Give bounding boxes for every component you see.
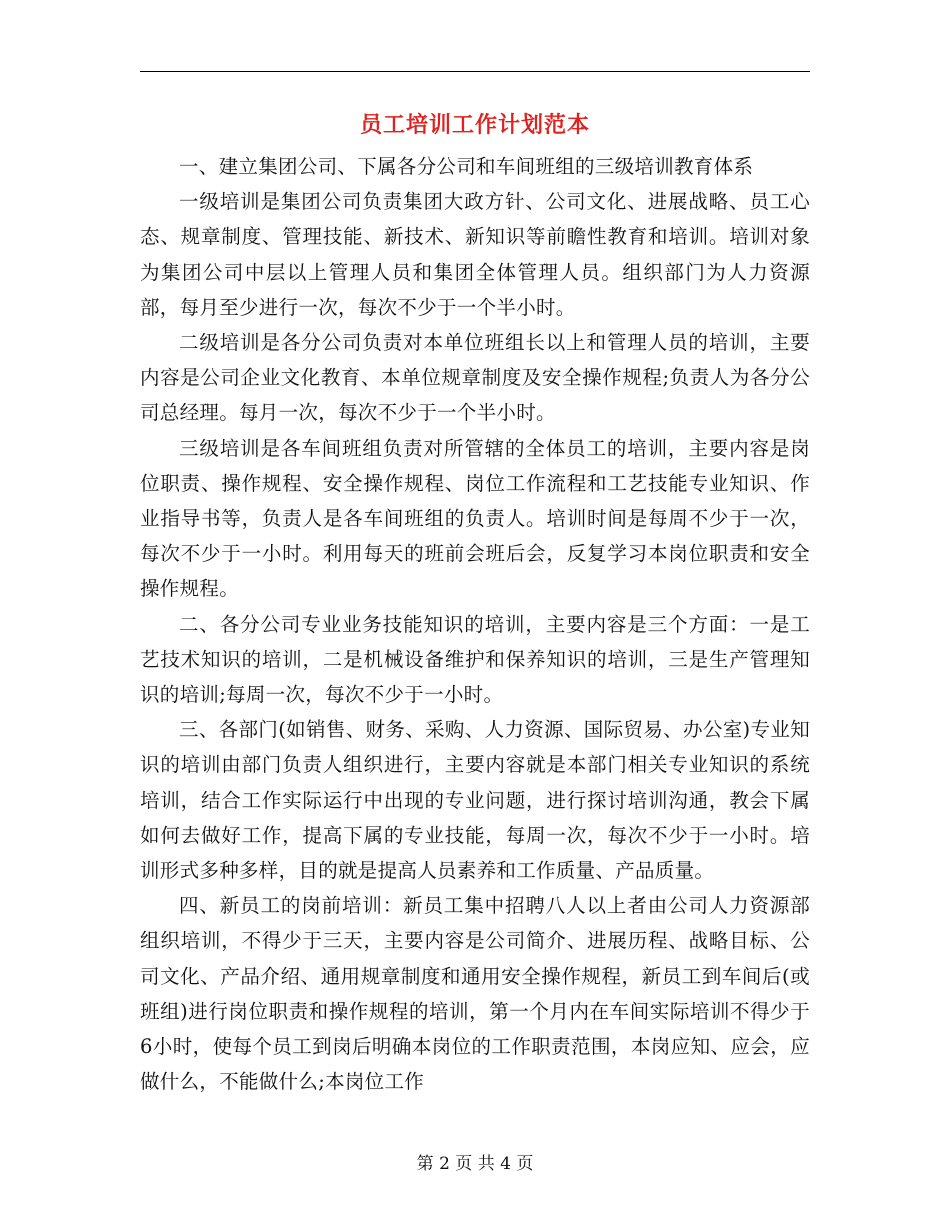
paragraph-section-3: 三、各部门(如销售、财务、采购、人力资源、国际贸易、办公室)专业知识的培训由部门负责人组织进行，主要内容就是本部门相关专业知识的系统培训，结合工作实际运行中出现的专业问题，进行探讨培训沟通，教会下属如何去做好工作，提高下属的专业技能，每周一次，每次不少于一小时。培训形式多种多样，目的就是提高人员素养和工作质量、产品质量。 — [140, 718, 810, 883]
paragraph-section-1-heading: 一、建立集团公司、下属各分公司和车间班组的三级培训教育体系 — [179, 155, 754, 178]
paragraph-section-4: 四、新员工的岗前培训：新员工集中招聘八人以上者由公司人力资源部组织培训，不得少于三天，主要内容是公司简介、进展历程、战略目标、公司文化、产品介绍、通用规章制度和通用安全操作规程，新员工到车间后(或班组)进行岗位职责和操作规程的培训，第一个月内在车间实际培训不得少于6小时，使每个员工到岗后明确本岗位的工作职责范围，本岗应知、应会，应做什么，不能做什么;本岗位工作 — [140, 894, 810, 1094]
paragraph-level-2-training: 二级培训是各分公司负责对本单位班组长以上和管理人员的培训，主要内容是公司企业文化教育、本单位规章制度及安全操作规程;负责人为各分公司总经理。每月一次，每次不少于一个半小时。 — [140, 331, 810, 425]
paragraph-level-1-training: 一级培训是集团公司负责集团大政方针、公司文化、进展战略、员工心态、规章制度、管理技能、新技术、新知识等前瞻性教育和培训。培训对象为集团公司中层以上管理人员和集团全体管理人员。组织部门为人力资源部，每月至少进行一次，每次不少于一个半小时。 — [140, 190, 810, 319]
page-footer — [140, 1152, 810, 1176]
paragraph-section-2: 二、各分公司专业业务技能知识的培训，主要内容是三个方面：一是工艺技术知识的培训，二是机械设备维护和保养知识的培训，三是生产管理知识的培训;每周一次，每次不少于一小时。 — [140, 612, 810, 707]
paragraph-level-3-training: 三级培训是各车间班组负责对所管辖的全体员工的培训，主要内容是岗位职责、操作规程、安全操作规程、岗位工作流程和工艺技能专业知识、作业指导书等，负责人是各车间班组的负责人。培训时间是每周不少于一次，每次不少于一小时。利用每天的班前会班后会，反复学习本岗位职责和安全操作规程。 — [140, 436, 810, 601]
document-title: 员工培训工作计划范本 — [359, 112, 590, 138]
page-number-label: 第 2 页 共 4 页 — [416, 1154, 534, 1174]
document-body — [140, 149, 810, 1099]
header-rule — [140, 71, 810, 72]
